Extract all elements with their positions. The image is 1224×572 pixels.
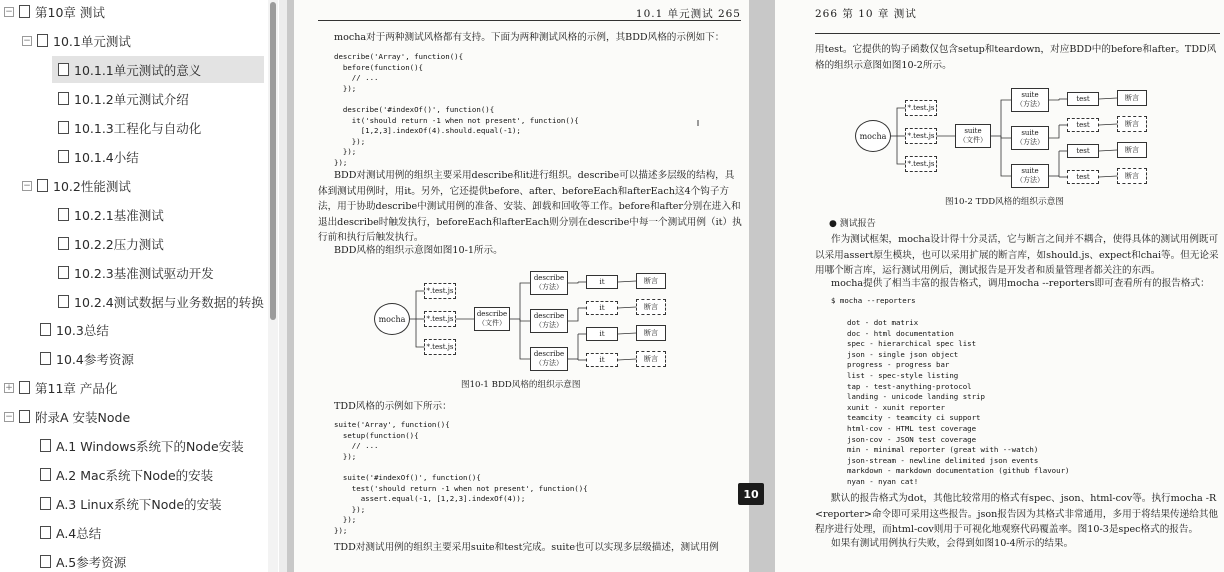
collapse-icon[interactable]: − xyxy=(23,35,31,46)
toc-item-label: 10.2性能测试 xyxy=(53,178,131,194)
page-header: 10.1 单元测试 265 xyxy=(635,8,741,20)
toc-scrollbar[interactable] xyxy=(268,0,278,572)
connector-line xyxy=(1099,176,1117,177)
paragraph: 如果有测试用例执行失败，会得到如图10-4所示的结果。 xyxy=(831,538,1074,549)
connector-line xyxy=(1049,125,1059,138)
diagram-root-node: mocha xyxy=(855,120,891,152)
diagram-assert-node: 断言 xyxy=(636,299,666,315)
bookmark-icon xyxy=(40,323,51,336)
toc-item-label: 10.1.2单元测试介绍 xyxy=(74,91,189,107)
bookmark-icon xyxy=(58,295,69,308)
code-reporters-list: dot - dot matrix doc - html documentation spec - hierarchical spec list json - single json object progress - progress bar list - spec-style listing tap - test-anything-protocol landing - unicode landing strip xunit - xunit reporter teamcity - teamcity ci support html-cov - HTML test coverage json-cov - JSON test coverage min - minimal reporter (great with --watch) json-stream - newline delimited json events markdown - markdown documentation (github flavour) nyan - nyan cat! xyxy=(847,318,1070,486)
paragraph: TDD对测试用例的组织主要采用suite和test完成。suite也可以实现多层级描述，测试用例 xyxy=(334,542,719,553)
diagram-it-node: it xyxy=(586,353,618,367)
diagram-group-node: describe （方法） xyxy=(530,347,568,371)
diagram-group-node: describe （方法） xyxy=(530,309,568,333)
toc-item[interactable] xyxy=(58,230,164,257)
toc-item[interactable] xyxy=(40,345,134,372)
toc-item-label: 10.2.2压力测试 xyxy=(74,236,164,252)
page-266 xyxy=(775,0,1224,572)
section-bullet: ● 测试报告 xyxy=(829,219,876,229)
toc-item-label: 10.4参考资源 xyxy=(56,351,134,367)
diagram-it-node: it xyxy=(586,301,618,315)
code-command: $ mocha --reporters xyxy=(831,296,916,305)
bookmark-icon xyxy=(58,266,69,279)
connector-line xyxy=(568,282,578,283)
toc-item-label: 第10章 测试 xyxy=(35,4,105,20)
toc-item[interactable] xyxy=(4,0,105,25)
connector-line xyxy=(520,319,530,321)
bookmark-icon xyxy=(19,410,30,423)
toc-panel xyxy=(0,0,278,572)
bookmark-icon xyxy=(40,352,51,365)
diagram-file-node: *.test.js xyxy=(905,100,937,116)
diagram-assert-node: 断言 xyxy=(1117,90,1147,106)
toc-item-label: A.1 Windows系统下的Node安装 xyxy=(56,438,244,454)
toc-item-label: 10.3总结 xyxy=(56,322,109,338)
figure-caption: 图10-1 BDD风格的组织示意图 xyxy=(461,380,581,390)
bookmark-icon xyxy=(40,439,51,452)
diagram-group-node: suite （方法） xyxy=(1011,164,1049,188)
toc-item[interactable] xyxy=(58,114,201,141)
toc-item-label: 附录A 安装Node xyxy=(35,409,131,425)
diagram-file-node: *.test.js xyxy=(424,283,456,299)
diagram-file-node: *.test.js xyxy=(424,339,456,355)
paragraph: 作为测试框架，mocha设计得十分灵活，它与断言之间并不耦合，使得具体的测试用例既可以采用assert原生模块，也可以采用扩展的断言库，如should.js、expect和chai等。但无论采用哪个断言库，运行测试用例后，测试报告是开发者和质量管理者都关注的东西。 xyxy=(815,234,1219,277)
code-block-tdd: suite('Array', function(){ setup(function(){ // ... }); suite('#indexOf()', function(){ test('should return -1 when not present', function(){ assert.equal(-1, [1,2,3].indexOf(4)); }); }); }); xyxy=(334,420,588,535)
toc-item[interactable] xyxy=(58,85,189,112)
connector-line xyxy=(1099,124,1117,125)
toc-item[interactable] xyxy=(22,172,131,199)
code-block-bdd: describe('Array', function(){ before(function(){ // ... }); describe('#indexOf()', function(){ it('should return -1 when not present', function(){ [1,2,3].indexOf(4).should.equal(-1); }); }); }); xyxy=(334,52,579,167)
diagram-assert-node: 断言 xyxy=(636,273,666,289)
bookmark-icon xyxy=(37,34,48,47)
connector-line xyxy=(618,281,636,282)
bookmark-icon xyxy=(40,526,51,539)
expand-icon[interactable]: + xyxy=(5,382,13,393)
connector-line xyxy=(1001,100,1011,136)
diagram-suite-node: describe （文件） xyxy=(474,307,510,331)
figure-bdd-diagram xyxy=(374,264,704,374)
connector-line xyxy=(520,283,530,319)
diagram-it-node: it xyxy=(586,327,618,341)
diagram-root-node: mocha xyxy=(374,303,410,335)
diagram-assert-node: 断言 xyxy=(1117,116,1147,132)
toc-item[interactable] xyxy=(40,490,222,517)
toc-item-label: A.3 Linux系统下Node的安装 xyxy=(56,496,222,512)
bookmark-icon xyxy=(58,121,69,134)
collapse-icon[interactable]: − xyxy=(5,411,13,422)
diagram-test-node: test xyxy=(1067,144,1099,158)
toc-item[interactable] xyxy=(4,374,117,401)
toc-item[interactable] xyxy=(40,316,109,343)
toc-item[interactable] xyxy=(4,403,130,430)
diagram-test-node: test xyxy=(1067,118,1099,132)
toc-item[interactable] xyxy=(40,432,244,459)
diagram-assert-node: 断言 xyxy=(1117,142,1147,158)
toc-item-label: 10.2.4测试数据与业务数据的转换 xyxy=(74,294,264,310)
connector-line xyxy=(416,319,424,347)
connector-line xyxy=(568,308,578,321)
diagram-suite-node: suite （文件） xyxy=(955,124,991,148)
toc-item[interactable] xyxy=(52,56,264,83)
toc-item[interactable] xyxy=(40,519,101,546)
toc-item-label: A.5参考资源 xyxy=(56,554,127,570)
connector-line xyxy=(1001,136,1011,176)
connector-line xyxy=(1001,136,1011,138)
paragraph: mocha提供了相当丰富的报告格式，调用mocha --reporters即可查看所有的报告格式： xyxy=(831,278,1210,289)
toc-item-label: 10.1.4小结 xyxy=(74,149,139,165)
bookmark-icon xyxy=(58,92,69,105)
toc-item-label: A.4总结 xyxy=(56,525,102,541)
toc-scrollbar-thumb[interactable] xyxy=(270,2,276,320)
paragraph: TDD风格的示例如下所示： xyxy=(334,401,452,412)
bookmark-icon xyxy=(19,5,30,18)
bookmark-icon xyxy=(58,63,69,76)
collapse-icon[interactable]: − xyxy=(23,180,31,191)
connector-line xyxy=(416,291,424,319)
toc-item-label: 10.1单元测试 xyxy=(53,33,131,49)
diagram-test-node: test xyxy=(1067,92,1099,106)
diagram-file-node: *.test.js xyxy=(905,128,937,144)
bookmark-icon xyxy=(19,381,30,394)
connector-line xyxy=(618,333,636,334)
toc-item[interactable] xyxy=(58,259,214,286)
toc-item-label: 10.1.1单元测试的意义 xyxy=(74,62,202,78)
connector-line xyxy=(1099,150,1117,151)
diagram-it-node: it xyxy=(586,275,618,289)
paragraph: 默认的报告格式为dot，其他比较常用的格式有spec、json、html-cov等。执行mocha -R <reporter>命令即可采用这些报告。json报告因为其格式非常通用，多用于将结果传递给其他程序进行处理，而html-cov则用于可视化地观察代码覆盖率。图10-3是spec格式的报告。 xyxy=(815,493,1219,536)
bookmark-icon xyxy=(40,497,51,510)
bookmark-icon xyxy=(58,208,69,221)
diagram-group-node: suite （方法） xyxy=(1011,126,1049,150)
diagram-group-node: describe （方法） xyxy=(530,271,568,295)
diagram-file-node: *.test.js xyxy=(424,311,456,327)
diagram-assert-node: 断言 xyxy=(636,325,666,341)
paragraph: 用test。它提供的钩子函数仅包含setup和teardown，对应BDD中的before和after。TDD风格的组织示意图如图10-2所示。 xyxy=(815,44,1217,71)
header-rule xyxy=(815,33,1220,34)
connector-line xyxy=(618,307,636,308)
bookmark-icon xyxy=(40,468,51,481)
toc-item-label: A.2 Mac系统下Node的安装 xyxy=(56,467,214,483)
figure-tdd-diagram xyxy=(855,84,1195,188)
toc-item[interactable] xyxy=(40,461,213,488)
bookmark-icon xyxy=(37,179,48,192)
connector-line xyxy=(520,319,530,359)
document-viewer xyxy=(279,0,1224,572)
bookmark-icon xyxy=(40,555,51,568)
toc-item[interactable] xyxy=(58,143,139,170)
connector-line xyxy=(1049,99,1059,100)
paragraph: BDD风格的组织示意图如图10-1所示。 xyxy=(334,245,503,256)
toc-item[interactable] xyxy=(58,201,164,228)
connector-line xyxy=(897,108,905,136)
connector-line xyxy=(618,359,636,360)
page-265 xyxy=(294,0,749,572)
page-header: 266 第 10 章 测试 xyxy=(815,8,917,20)
toc-item[interactable] xyxy=(58,288,264,315)
toc-item[interactable] xyxy=(22,27,131,54)
diagram-test-node: test xyxy=(1067,170,1099,184)
figure-caption: 图10-2 TDD风格的组织示意图 xyxy=(945,197,1064,207)
bookmark-icon xyxy=(58,150,69,163)
scan-mark xyxy=(697,120,699,126)
collapse-icon[interactable]: − xyxy=(5,6,13,17)
toc-item-label: 第11章 产品化 xyxy=(35,380,118,396)
diagram-assert-node: 断言 xyxy=(1117,168,1147,184)
page-left-gutter xyxy=(279,0,287,572)
connector-line xyxy=(1099,98,1117,99)
toc-item[interactable] xyxy=(40,548,126,572)
diagram-file-node: *.test.js xyxy=(905,156,937,172)
connector-line xyxy=(897,136,905,164)
toc-item-label: 10.2.1基准测试 xyxy=(74,207,164,223)
page-number-badge: 10 xyxy=(738,483,764,505)
toc-item-label: 10.1.3工程化与自动化 xyxy=(74,120,202,136)
header-rule xyxy=(318,20,741,21)
bookmark-icon xyxy=(58,237,69,250)
paragraph: mocha对于两种测试风格都有支持。下面为两种测试风格的示例，其BDD风格的示例如下： xyxy=(334,32,725,43)
toc-item-label: 10.2.3基准测试驱动开发 xyxy=(74,265,214,281)
paragraph: BDD对测试用例的组织主要采用describe和it进行组织。describe可以描述多层级的结构，具体到测试用例时，用it。另外，它还提供before、after、beforeEach和afterEach这4个钩子方法，用于协助describe中测试用例的准备、安装、卸载和回收等工作。before和after分别在进入和退出describe时触发执行，beforeEach和afterEach则分别在describe中每一个测试用例（it）执行前和执行后触发执行。 xyxy=(318,170,742,244)
diagram-group-node: suite （方法） xyxy=(1011,88,1049,112)
diagram-assert-node: 断言 xyxy=(636,351,666,367)
